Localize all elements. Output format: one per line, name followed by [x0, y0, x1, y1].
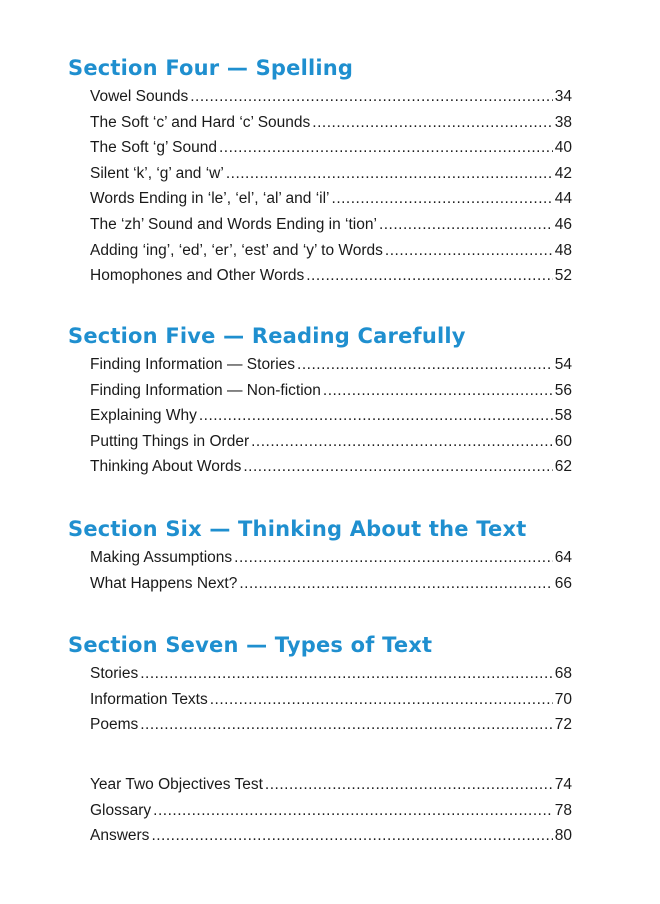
dot-leader	[140, 661, 553, 687]
entry-list	[68, 661, 572, 738]
page-number: 40	[554, 139, 572, 157]
page-number: 62	[554, 458, 572, 476]
toc-entry[interactable]	[90, 378, 572, 404]
dot-leader	[210, 687, 553, 713]
toc-entry[interactable]	[90, 712, 572, 738]
entry-label: Stories	[90, 665, 139, 682]
toc-entry[interactable]	[90, 798, 572, 824]
section-seven	[68, 631, 572, 738]
dot-leader	[332, 186, 553, 212]
entry-label: Explaining Why	[90, 407, 197, 425]
entry-label: Glossary	[90, 801, 152, 819]
page-number: 68	[554, 665, 572, 682]
section-title: Section Seven — Types of Text	[68, 633, 433, 657]
entry-label: Putting Things in Order	[90, 432, 250, 450]
entry-label: Year Two Objectives Test	[90, 776, 263, 793]
dot-leader	[243, 454, 552, 480]
section-four	[68, 54, 572, 289]
dot-leader	[140, 712, 553, 738]
entry-label: Finding Information — Stories	[90, 356, 296, 373]
section-title: Section Six — Thinking About the Text	[68, 517, 527, 541]
page-number: 58	[554, 407, 572, 425]
toc-entry[interactable]	[90, 454, 572, 480]
toc-entry[interactable]	[90, 84, 572, 110]
entry-label: The ‘zh’ Sound and Words Ending in ‘tion’	[90, 215, 377, 233]
extras	[68, 772, 572, 849]
page-number: 70	[554, 690, 572, 708]
entry-label: Vowel Sounds	[90, 88, 189, 105]
entry-label: Poems	[90, 716, 139, 734]
dot-leader	[306, 263, 553, 289]
page-number: 78	[554, 801, 572, 819]
toc-entry[interactable]	[90, 110, 572, 136]
toc-entry[interactable]	[90, 545, 572, 571]
toc-entry[interactable]	[90, 186, 572, 212]
toc-entry[interactable]	[90, 403, 572, 429]
dot-leader	[297, 352, 553, 378]
page-number: 66	[554, 574, 572, 592]
dot-leader	[312, 110, 552, 136]
page-number: 72	[554, 716, 572, 734]
page-number: 52	[554, 267, 572, 285]
entry-label: Information Texts	[90, 690, 208, 708]
dot-leader	[234, 545, 553, 571]
toc-entry[interactable]	[90, 429, 572, 455]
dot-leader	[153, 798, 553, 824]
toc-entry[interactable]	[90, 212, 572, 238]
page-number: 60	[554, 432, 572, 450]
entry-list	[68, 352, 572, 480]
entry-label: The Soft ‘c’ and Hard ‘c’ Sounds	[90, 113, 311, 131]
page-number: 34	[554, 88, 572, 105]
entry-label: Thinking About Words	[90, 458, 242, 476]
page-number: 48	[554, 241, 572, 259]
dot-leader	[265, 772, 553, 798]
toc-entry[interactable]	[90, 661, 572, 687]
dot-leader	[323, 378, 553, 404]
dot-leader	[379, 212, 553, 238]
entry-label: Homophones and Other Words	[90, 267, 305, 285]
entry-list	[68, 84, 572, 289]
toc-entry[interactable]	[90, 772, 572, 798]
toc-entry[interactable]	[90, 687, 572, 713]
page-number: 44	[554, 190, 572, 208]
toc-entry[interactable]	[90, 823, 572, 849]
entry-label: Silent ‘k’, ‘g’ and ‘w’	[90, 164, 224, 182]
dot-leader	[190, 84, 553, 110]
page-number: 46	[554, 215, 572, 233]
entry-label: Words Ending in ‘le’, ‘el’, ‘al’ and ‘il’	[90, 190, 330, 208]
page-number: 64	[554, 549, 572, 566]
dot-leader	[226, 161, 553, 187]
entry-label: Answers	[90, 827, 150, 845]
entry-list	[68, 772, 572, 849]
section-six	[68, 515, 572, 596]
page-number: 74	[554, 776, 572, 793]
entry-label: Making Assumptions	[90, 549, 233, 566]
toc-entry[interactable]	[90, 135, 572, 161]
toc-entry[interactable]	[90, 571, 572, 597]
page-number: 38	[554, 113, 572, 131]
section-title: Section Four — Spelling	[68, 56, 354, 80]
page-number: 42	[554, 164, 572, 182]
dot-leader	[151, 823, 552, 849]
section-title: Section Five — Reading Carefully	[68, 324, 466, 348]
section-five	[68, 322, 572, 480]
page-number: 80	[554, 827, 572, 845]
entry-label: The Soft ‘g’ Sound	[90, 139, 217, 157]
dot-leader	[199, 403, 553, 429]
dot-leader	[251, 429, 553, 455]
page-number: 54	[554, 356, 572, 373]
page-number: 56	[554, 381, 572, 399]
dot-leader	[219, 135, 553, 161]
entry-label: What Happens Next?	[90, 574, 238, 592]
dot-leader	[239, 571, 552, 597]
entry-list	[68, 545, 572, 596]
entry-label: Adding ‘ing’, ‘ed’, ‘er’, ‘est’ and ‘y’ to Words	[90, 241, 383, 259]
dot-leader	[385, 238, 553, 264]
toc-entry[interactable]	[90, 352, 572, 378]
entry-label: Finding Information — Non-fiction	[90, 381, 321, 399]
toc-entry[interactable]	[90, 238, 572, 264]
toc-entry[interactable]	[90, 161, 572, 187]
toc-entry[interactable]	[90, 263, 572, 289]
